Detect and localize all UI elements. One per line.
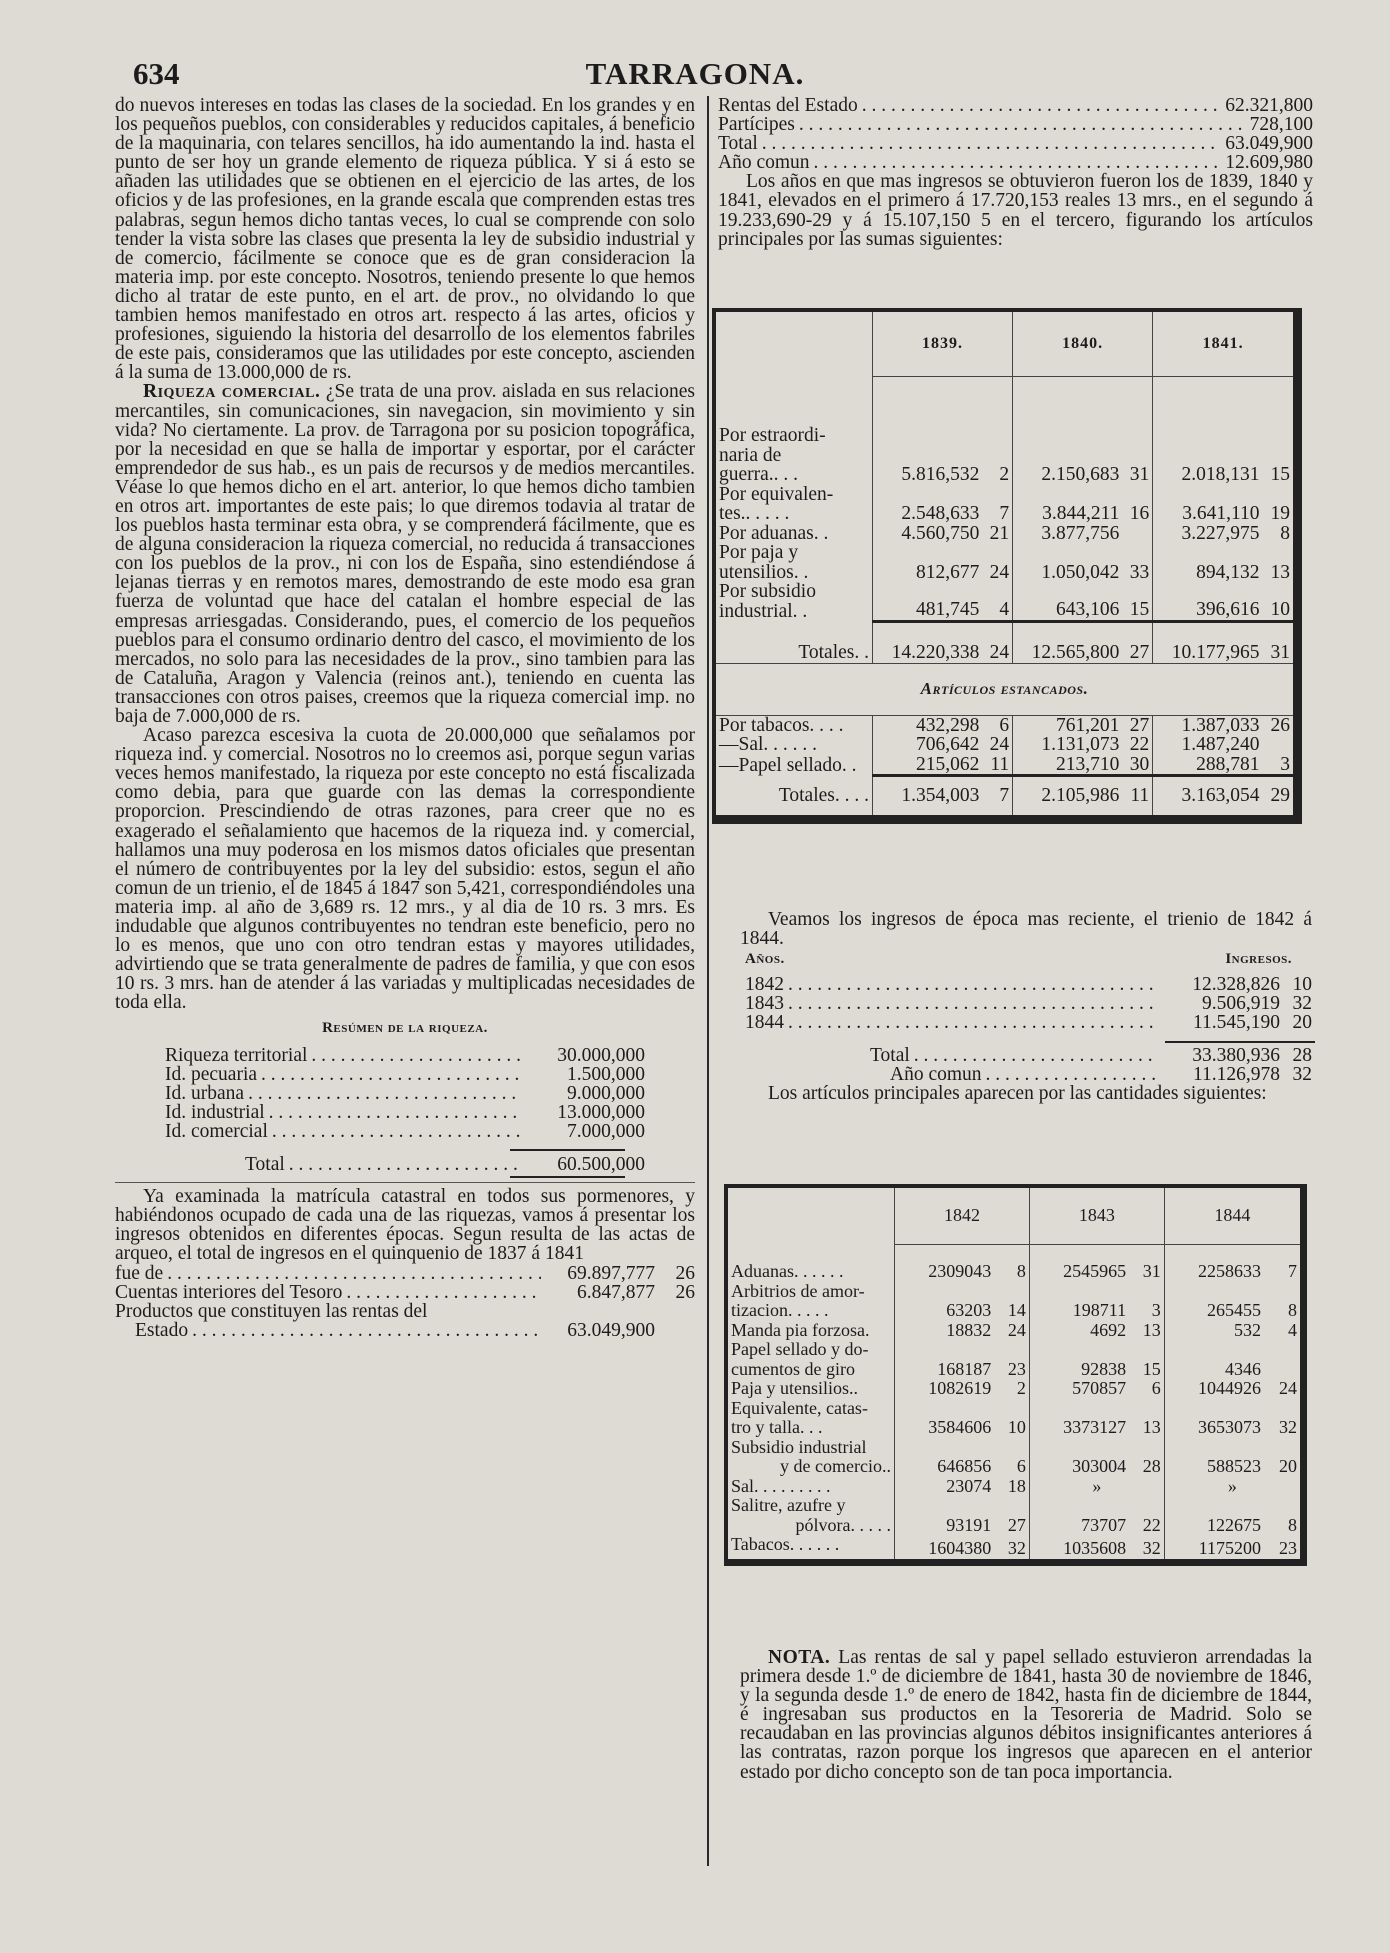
cell: 1604380 xyxy=(895,1535,995,1562)
row-label: fue de xyxy=(115,1262,164,1284)
cell: 27 xyxy=(1122,621,1152,663)
row-value: 30.000,000 xyxy=(557,1044,645,1066)
mid-right-block xyxy=(740,910,1312,1103)
cell: 532 xyxy=(1164,1321,1264,1341)
paragraph xyxy=(740,1648,1312,1782)
table-header-row xyxy=(726,1186,1304,1244)
quinq-row xyxy=(115,1264,695,1283)
cell: 19 xyxy=(1270,503,1290,524)
cell: 32 xyxy=(1007,1538,1026,1558)
column-header: Años. xyxy=(745,951,785,968)
nota-heading: NOTA. xyxy=(768,1647,831,1668)
table-row xyxy=(726,1438,1304,1477)
table-row xyxy=(714,715,1298,735)
cell: 27 xyxy=(1007,1514,1026,1535)
cell: 24 xyxy=(989,561,1010,583)
cell: 2 xyxy=(1016,1378,1026,1398)
cell xyxy=(1122,524,1152,544)
cell: 2309043 xyxy=(895,1262,995,1282)
row-label: Aduanas. . . . . . xyxy=(731,1261,844,1281)
paragraph-text: ¿Se trata de una prov. aislada en sus relaciones mercantiles, sin comunicaciones, sin navegacion, sin movimiento y sin vida? No ciertamente. La prov. de Tarragona por su posicion topográfica, por la necesidad en que se halla de importar y esportar, por el carácter emprendedor de sus hab., es un pais de recursos y de medios mercantiles. Véase lo que hemos dicho en el art. anterior, lo que hemos dicho tambien en otros art. importantes de este pais; lo que diremos todavia al tratar de los pueblos hasta terminar esta obra, y se comprenderá fácilmente, que es de alguna consideracion la riqueza comercial, no reducida á transacciones con los pueblos de la prov., ni con los de España, sino estendiéndose á lejanas tierras y en remotos mares, demostrando de este modo esa gran fuerza de voluntad que hace del catalan el hombre especial de las empresas arriesgadas. Considerando, pues, el comercio de los pequeños pueblos para el consumo ordinario dentro del casco, el movimiento de los mercados, no solo para las necesidades de la prov., sino tambien para las de Cataluña, Aragon y Valencia (reinos ant.), teniendo en cuenta las transacciones con otros paises, creemos que la riqueza comercial imp. no baja de 7.000,000 de rs. xyxy=(115,381,696,727)
cell: 1.387,033 xyxy=(1153,715,1263,735)
row-value: 13.000,000 xyxy=(557,1101,645,1123)
row-value: 12.609,980 xyxy=(1225,152,1313,174)
year-header: 1840. xyxy=(1013,310,1153,376)
cell: 24 xyxy=(989,734,1010,755)
paragraph: Veamos los ingresos de época mas reciente, el trienio de 1842 á 1844. xyxy=(740,909,1312,950)
subheading: Artículos estancados. xyxy=(920,679,1089,699)
quinq-row xyxy=(115,1283,695,1302)
quinquenio-table xyxy=(115,1264,695,1340)
row-label: Manda pia forzosa. xyxy=(731,1319,870,1340)
table-header-row xyxy=(714,310,1298,376)
cell: 15 xyxy=(1270,464,1290,485)
row-label: Id. comercial xyxy=(165,1120,268,1142)
cell: 23 xyxy=(1007,1358,1026,1379)
cell: 8 xyxy=(1016,1261,1026,1281)
cell: 1035608 xyxy=(1029,1535,1129,1562)
row-cents: 10 xyxy=(1292,974,1312,996)
total-cents: 28 xyxy=(1292,1044,1312,1066)
year-header: 1844 xyxy=(1164,1186,1303,1244)
rentas-row xyxy=(718,96,1313,115)
paragraph xyxy=(115,382,695,726)
cell: 15 xyxy=(1142,1358,1161,1379)
total-rule xyxy=(1165,1041,1315,1043)
cell: 646856 xyxy=(895,1438,995,1477)
cell: 7 xyxy=(999,503,1010,524)
table-row xyxy=(714,524,1298,544)
cell: 643,106 xyxy=(1013,582,1123,621)
row-label: —Sal. . . . . . xyxy=(719,734,818,755)
cell: 168187 xyxy=(895,1340,995,1379)
cell: 432,298 xyxy=(873,715,983,735)
ingresos-row xyxy=(740,1013,1312,1032)
cell: 93191 xyxy=(895,1496,995,1535)
table-row xyxy=(714,485,1298,524)
cell: 4346 xyxy=(1164,1340,1264,1379)
cell: 92838 xyxy=(1029,1340,1129,1379)
row-value: 1.500,000 xyxy=(567,1063,645,1085)
year-header: 1842 xyxy=(895,1186,1030,1244)
cell: 8 xyxy=(1280,522,1290,544)
row-label: —Papel sellado. . xyxy=(719,755,857,776)
cell: 706,642 xyxy=(873,735,983,755)
cell: 32 xyxy=(1142,1538,1161,1558)
cell: 73707 xyxy=(1029,1496,1129,1535)
row-cents: 26 xyxy=(675,1262,695,1284)
cell: 18 xyxy=(1007,1475,1026,1496)
cell: 24 xyxy=(1007,1319,1026,1340)
resumen-row xyxy=(165,1103,645,1122)
total-label: Total xyxy=(870,1044,910,1066)
row-label: Por paja y utensilios. . xyxy=(719,542,809,583)
resumen-row xyxy=(165,1065,645,1084)
left-column xyxy=(115,96,695,1340)
cell: 24 xyxy=(1279,1378,1297,1398)
table-row xyxy=(726,1496,1304,1535)
cell: 18832 xyxy=(895,1321,995,1341)
cell: 8 xyxy=(1288,1300,1297,1320)
table-1839-1841 xyxy=(712,308,1302,824)
ingresos-table xyxy=(740,975,1312,1083)
cell: 10 xyxy=(1270,599,1290,620)
row-label: Por equivalen- tes.. . . . . xyxy=(719,483,834,524)
row-value: 9.506,919 xyxy=(1202,993,1280,1015)
total-rule xyxy=(510,1149,625,1151)
row-label: 1842 xyxy=(745,974,784,996)
row-value: 63.049,900 xyxy=(1225,133,1313,155)
row-label: Total xyxy=(718,133,758,155)
row-cents: 20 xyxy=(1292,1012,1312,1034)
totals-row xyxy=(714,621,1298,663)
cell: 3373127 xyxy=(1029,1399,1129,1438)
ingresos-row xyxy=(740,994,1312,1013)
year-header: 1841. xyxy=(1153,310,1298,376)
total-value: 33.380,936 xyxy=(1192,1044,1280,1066)
total-value: 60.500,000 xyxy=(557,1154,645,1176)
table-row xyxy=(714,543,1298,582)
cell: 3 xyxy=(1151,1300,1161,1320)
row-label: Subsidio industrial y de comercio.. xyxy=(731,1436,891,1476)
cell: 7 xyxy=(1288,1261,1297,1281)
total-label: Total xyxy=(245,1154,285,1176)
row-value: 7.000,000 xyxy=(567,1120,645,1142)
row-label: Papel sellado y do- cumentos de giro xyxy=(731,1339,869,1379)
cell: 27 xyxy=(1122,715,1152,735)
cell: 20 xyxy=(1279,1456,1297,1476)
cell: 11 xyxy=(990,753,1010,775)
cell: 2.150,683 xyxy=(1013,426,1123,485)
cell: 894,132 xyxy=(1153,543,1263,582)
row-value: 63.049,900 xyxy=(567,1319,655,1341)
cell: 14 xyxy=(1007,1300,1026,1320)
cell: 4692 xyxy=(1029,1321,1129,1341)
row-label: Riqueza territorial xyxy=(165,1044,308,1066)
cell: 32 xyxy=(1279,1417,1297,1437)
row-value: 12.328,826 xyxy=(1192,974,1280,996)
cell: 13 xyxy=(1270,561,1290,583)
cell: 6 xyxy=(1016,1456,1026,1476)
section-heading: Riqueza comercial. xyxy=(143,381,321,403)
cell: 122675 xyxy=(1164,1496,1264,1535)
row-label: Partícipes xyxy=(718,114,795,136)
totals-row xyxy=(714,776,1298,820)
row-label: Paja y utensilios.. xyxy=(731,1378,858,1398)
cell: 1.487,240 xyxy=(1153,735,1263,755)
table-row xyxy=(726,1262,1304,1282)
row-label: Estado xyxy=(135,1319,189,1341)
total-label: Año comun xyxy=(890,1063,982,1085)
ingresos-total-row xyxy=(740,1046,1312,1065)
cell: 3584606 xyxy=(895,1399,995,1438)
page-title: TARRAGONA. xyxy=(585,56,805,91)
cell: 3.163,054 xyxy=(1153,776,1263,820)
cell: 2.548,633 xyxy=(873,485,983,524)
cell: 26 xyxy=(1263,715,1298,735)
resumen-title: Resúmen de la riqueza. xyxy=(322,1019,488,1036)
resumen-row xyxy=(165,1122,645,1141)
row-label: Sal. . . . . . . . . xyxy=(731,1475,831,1496)
row-value: 6.847,877 xyxy=(577,1281,655,1303)
cell: 4.560,750 xyxy=(873,524,983,544)
cell: 4 xyxy=(999,599,1010,620)
cell: 12.565,800 xyxy=(1013,621,1123,663)
cell: 31 xyxy=(1129,464,1150,485)
year-header: 1839. xyxy=(873,310,1013,376)
cell: 4 xyxy=(1288,1319,1297,1340)
productos-row xyxy=(115,1321,695,1340)
cell: 288,781 xyxy=(1153,755,1263,776)
resumen-table xyxy=(165,1046,645,1179)
cell: 28 xyxy=(1142,1456,1161,1476)
productos-label: Productos que constituyen las rentas del xyxy=(115,1300,428,1322)
row-cents: 32 xyxy=(1292,993,1312,1015)
cell: 215,062 xyxy=(873,755,983,776)
row-label: Por estraordi- naria de guerra.. . . xyxy=(719,425,826,485)
table-row xyxy=(714,582,1298,621)
cell: 24 xyxy=(982,621,1012,663)
cell: 570857 xyxy=(1029,1379,1129,1399)
row-label: Por tabacos. . . . xyxy=(714,715,873,735)
cell: 1082619 xyxy=(895,1379,995,1399)
row-label: Id. industrial xyxy=(165,1101,265,1123)
row-value: 62.321,800 xyxy=(1225,95,1313,116)
column-header: Ingresos. xyxy=(1225,951,1292,968)
paragraph: Los artículos principales aparecen por las cantidades siguientes: xyxy=(768,1082,1267,1104)
row-label: Por aduanas. . xyxy=(719,522,829,544)
table-row xyxy=(726,1399,1304,1438)
row-label: Arbitrios de amor- tizacion. . . . . xyxy=(731,1280,865,1320)
cell: 213,710 xyxy=(1013,755,1123,776)
row-label: Totales. . . . xyxy=(778,784,869,806)
rentas-table xyxy=(718,96,1313,172)
cell: 1044926 xyxy=(1164,1379,1264,1399)
row-value: 9.000,000 xyxy=(567,1082,645,1104)
resumen-row xyxy=(165,1046,645,1065)
cell: 396,616 xyxy=(1153,582,1263,621)
cell: 11 xyxy=(1122,776,1152,820)
page-header xyxy=(0,56,1390,96)
cell: 33 xyxy=(1129,561,1150,583)
cell: 31 xyxy=(1142,1261,1161,1281)
cell: 1175200 xyxy=(1164,1535,1264,1562)
paragraph: Ya examinada la matrícula catastral en todos sus pormenores, y habiéndonos ocupado de cada una de las riquezas, vamos á presentar los ingresos obtenidos en diferentes épocas. Segun resulta de las actas de arqueo, el total de ingresos en el quinquenio de 1837 á 1841 xyxy=(115,1182,695,1263)
cell: 31 xyxy=(1263,621,1298,663)
table-row xyxy=(726,1282,1304,1321)
subheading-row xyxy=(714,663,1298,715)
cell: 23 xyxy=(1279,1538,1297,1558)
cell: 21 xyxy=(989,522,1010,544)
ingresos-header xyxy=(740,950,1312,969)
cell: 10 xyxy=(1007,1417,1026,1437)
table-1842-1844 xyxy=(724,1184,1307,1566)
cell: 13 xyxy=(1142,1319,1161,1340)
page-number: 634 xyxy=(133,56,180,91)
row-label: 1843 xyxy=(745,993,784,1015)
cell: 7 xyxy=(982,776,1012,820)
cell: 761,201 xyxy=(1013,715,1123,735)
cell: 6 xyxy=(1151,1378,1161,1398)
cell: 6 xyxy=(982,715,1012,735)
cell: 3 xyxy=(1280,753,1290,775)
total-rule xyxy=(510,1176,625,1178)
paragraph: Acaso parezca escesiva la cuota de 20.000,000 que señalamos por riqueza ind. y comercial. Nosotros no lo creemos asi, porque segun varias veces hemos manifestado, la riqueza por este concepto no está fiscalizada como debia, para que guarde con las demas la correspondiente proporcion. Prescindiendo de otras razones, para creer que no es exagerado el señalamiento que hacemos de la riqueza ind. y comercial, hallamos una muy poderosa en los mismos datos oficiales que presentan el número de contribuyentes por la ley del subsidio: estos, segun el año comun de un trienio, el de 1845 á 1847 son 5,421, correspondiéndoles una materia imp. al año de 3,689 rs. 12 mrs., y al dia de 10 rs. 3 mrs. Es indudable que algunos contribuyentes no tendran este beneficio, pero no lo es menos, que uno con otro tendran estas y mayores utilidades, advirtiendo que se trata generalmente de padres de familia, y que con esos 10 rs. 3 mrs. han de atender á las variadas y multiplicadas necesidades de toda ella. xyxy=(115,725,696,1014)
rentas-row xyxy=(718,115,1313,134)
table-row xyxy=(726,1379,1304,1399)
cell xyxy=(1263,735,1298,755)
nota-block xyxy=(740,1648,1312,1782)
resumen-total-row xyxy=(165,1155,645,1174)
right-column xyxy=(718,96,1313,249)
row-label: Año comun xyxy=(718,152,810,174)
cell: 8 xyxy=(1288,1514,1297,1535)
cell: 198711 xyxy=(1029,1282,1129,1321)
row-label: Tabacos. . . . . . xyxy=(731,1534,840,1554)
table-row xyxy=(726,1321,1304,1341)
cell: » xyxy=(1164,1477,1303,1497)
table-row xyxy=(726,1535,1304,1562)
cell: 2 xyxy=(999,464,1010,485)
table-row xyxy=(714,735,1298,755)
cell: 3.877,756 xyxy=(1013,524,1123,544)
cell: 63203 xyxy=(895,1282,995,1321)
cell: 2.105,986 xyxy=(1013,776,1123,820)
row-label: Equivalente, catas- tro y talla. . . xyxy=(731,1397,868,1437)
row-value: 728,100 xyxy=(1249,114,1313,136)
row-cents: 26 xyxy=(675,1281,695,1303)
cell: » xyxy=(1029,1477,1164,1497)
row-label: Por subsidio industrial. . xyxy=(719,581,816,622)
column-divider xyxy=(707,96,709,1866)
row-value: 11.545,190 xyxy=(1192,1012,1280,1034)
row-label: Totales. . xyxy=(798,642,869,663)
table-row xyxy=(726,1340,1304,1379)
total-value: 11.126,978 xyxy=(1192,1063,1280,1085)
ingresos-comun-row xyxy=(740,1065,1312,1084)
rentas-row xyxy=(718,134,1313,153)
cell: 14.220,338 xyxy=(873,621,983,663)
row-label: Cuentas interiores del Tesoro xyxy=(115,1281,343,1303)
cell: 2.018,131 xyxy=(1153,426,1263,485)
row-label: Id. urbana xyxy=(165,1082,245,1104)
cell: 29 xyxy=(1263,776,1298,820)
cell: 10.177,965 xyxy=(1153,621,1263,663)
cell: 22 xyxy=(1129,734,1150,755)
cell: 812,677 xyxy=(873,543,983,582)
cell: 2258633 xyxy=(1164,1262,1264,1282)
row-label: Rentas del Estado xyxy=(718,95,858,116)
cell: 303004 xyxy=(1029,1438,1129,1477)
cell: 1.050,042 xyxy=(1013,543,1123,582)
cell: 3.641,110 xyxy=(1153,485,1263,524)
cell: 5.816,532 xyxy=(873,426,983,485)
cell: 30 xyxy=(1129,753,1150,775)
cell: 3653073 xyxy=(1164,1399,1264,1438)
rentas-row xyxy=(718,153,1313,172)
cell: 265455 xyxy=(1164,1282,1264,1321)
table-row xyxy=(714,426,1298,485)
cell xyxy=(1264,1340,1303,1379)
row-label: Salitre, azufre y pólvora. . . . . xyxy=(731,1495,891,1535)
ingresos-row xyxy=(740,975,1312,994)
row-label: 1844 xyxy=(745,1012,784,1034)
nota-text: Las rentas de sal y papel sellado estuvieron arrendadas la primera desde 1.º de diciembre de 1841, hasta 30 de noviembre de 1846, y la segunda desde 1.º de enero de 1842, hasta fin de diciembre de 1844, é ingresaban sus productos en la Tesoreria de Madrid. Solo se recaudaban en las provincias algunos débitos insignificantes anteriores á las contratas, razon porque los ingresos que aparecen en el anterior estado por dicho concepto son de tan poca importancia. xyxy=(740,1647,1312,1783)
table-row xyxy=(726,1477,1304,1497)
cell: 23074 xyxy=(895,1477,995,1497)
year-header: 1843 xyxy=(1029,1186,1164,1244)
cell: 15 xyxy=(1129,599,1150,620)
total-cents: 32 xyxy=(1292,1063,1312,1085)
paragraph: Los años en que mas ingresos se obtuvieron fueron los de 1839, 1840 y 1841, elevados en el primero á 17.720,153 reales 13 mrs., en el segundo á 19.233,690-29 y á 15.107,150 5 en el tercero, figurando los artículos principales por las sumas siguientes: xyxy=(718,171,1313,250)
row-label: Id. pecuaria xyxy=(165,1063,258,1085)
cell: 22 xyxy=(1142,1514,1161,1535)
cell: 3.844,211 xyxy=(1013,485,1123,524)
cell: 13 xyxy=(1142,1417,1161,1437)
cell: 588523 xyxy=(1164,1438,1264,1477)
paragraph: do nuevos intereses en todas las clases de la sociedad. En los grandes y en los pequeños pueblos, con considerables y reducidos capitales, á beneficio de la maquinaria, con telares sencillos, ha ido aumentando la ind. hasta el punto de ser hoy un grande elemento de riqueza pública. Y si á esto se añaden las utilidades que se obtienen en el ejercicio de las artes, de los oficios y de las profesiones, en la grande escala que comprenden estas tres palabras, segun hemos dicho tantas veces, lo cual se comprende con solo tender la vista sobre las clases que presenta la ley de subsidio industrial y de comercio, fácilmente se conoce que es de gran consideracion la materia imp. por este concepto. Nosotros, teniendo presente lo que hemos dicho al tratar de este punto, en el art. de prov., no olvidando lo que tambien hemos manifestado en otros art. respecto á las artes, oficios y profesiones, siguiendo la historia del desarrollo de los elementos fabriles de este pais, consideramos que las utilidades por este concepto, ascienden á la suma de 13.000,000 de rs. xyxy=(115,95,695,384)
cell: 1.354,003 xyxy=(873,776,983,820)
row-value: 69.897,777 xyxy=(567,1262,655,1284)
cell: 481,745 xyxy=(873,582,983,621)
cell: 1.131,073 xyxy=(1013,735,1123,755)
table-row xyxy=(714,755,1298,776)
cell: 2545965 xyxy=(1029,1262,1129,1282)
cell: 16 xyxy=(1129,503,1150,524)
resumen-row xyxy=(165,1084,645,1103)
cell: 3.227,975 xyxy=(1153,524,1263,544)
